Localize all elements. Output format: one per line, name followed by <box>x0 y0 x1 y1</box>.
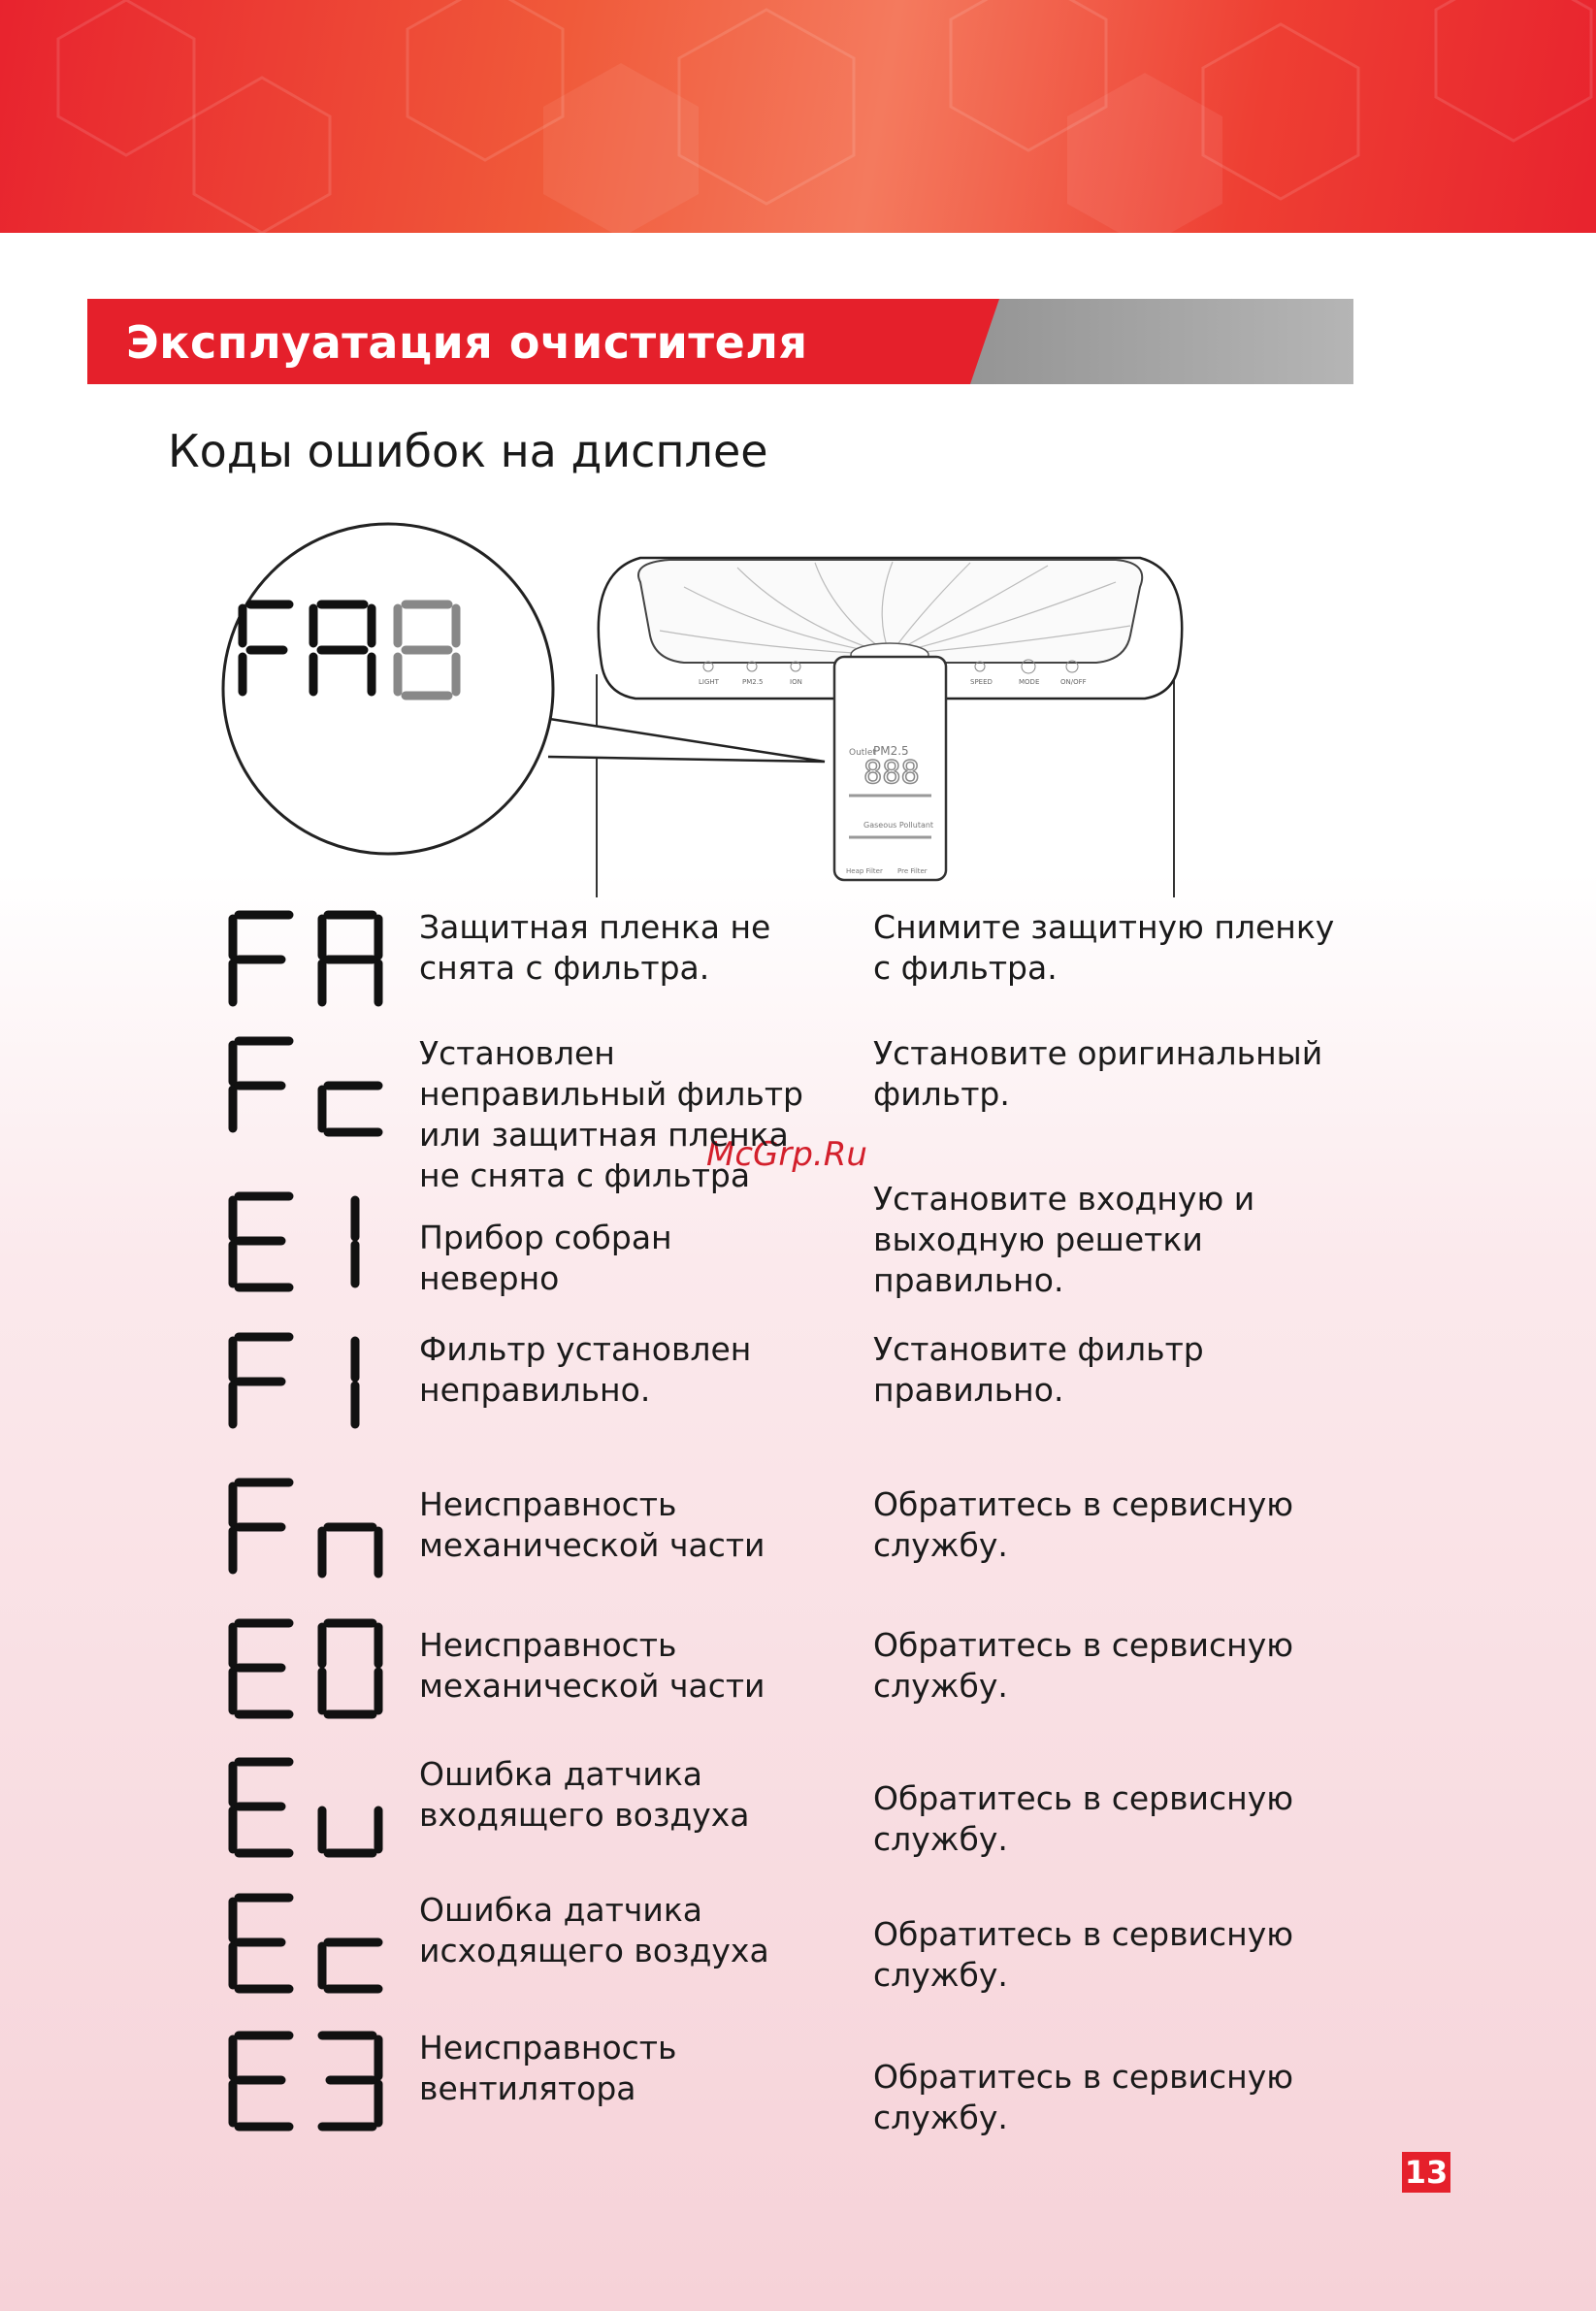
zoom-circle <box>223 524 553 854</box>
display-filter-left: Heap Filter <box>846 867 883 875</box>
segment-char <box>322 1942 378 1989</box>
error-action: Снимите защитную пленку с фильтра. <box>873 908 1335 987</box>
button-label-pm: PM2.5 <box>742 678 764 686</box>
error-code-text: F1 <box>223 1329 225 1330</box>
segment-char <box>233 1762 289 1853</box>
segment-char <box>322 2035 378 2127</box>
error-code-glyph <box>223 1754 398 1861</box>
error-cause: Неисправность вентилятора <box>419 2029 677 2107</box>
error-cause: Прибор собран неверно <box>419 1219 672 1297</box>
segment-char <box>322 915 378 1002</box>
error-code-glyph <box>223 907 398 1014</box>
error-cause: Защитная пленка не снята с фильтра. <box>419 908 771 987</box>
segment-char <box>233 1482 289 1570</box>
segment-char <box>233 1898 289 1989</box>
button-label-ion: ION <box>790 678 802 686</box>
error-cause: Ошибка датчика входящего воздуха <box>419 1755 750 1834</box>
error-code-text: Eu <box>223 1754 225 1755</box>
error-code-text: E3 <box>223 2028 225 2029</box>
error-cause: Ошибка датчика исходящего воздуха <box>419 1891 769 1969</box>
display-filter-right: Pre Filter <box>897 867 928 875</box>
segment-char <box>233 915 289 1002</box>
segment-char <box>233 1196 289 1287</box>
error-code-text: E0 <box>223 1615 225 1616</box>
error-cause: Фильтр установлен неправильно. <box>419 1330 752 1409</box>
watermark: McGrp.Ru <box>706 1135 867 1174</box>
hexagon-pattern <box>0 0 1596 233</box>
error-code-text: Fc <box>223 1033 225 1034</box>
error-action: Обратитесь в сервисную службу. <box>873 2058 1294 2136</box>
error-action: Обратитесь в сервисную службу. <box>873 1779 1294 1858</box>
display-digits: 888 <box>863 754 920 791</box>
display-gaseous-label: Gaseous Pollutant <box>863 821 934 830</box>
button-label-mode: MODE <box>1019 678 1040 686</box>
error-code-text: Ec <box>223 1890 225 1891</box>
error-code-glyph <box>223 2028 398 2134</box>
error-code-glyph <box>223 1890 398 1997</box>
button-label-light: LIGHT <box>699 678 719 686</box>
error-action: Обратитесь в сервисную службу. <box>873 1485 1294 1564</box>
error-cause: Установлен неправильный фильтр или защитная пленка не снята с фильтра <box>419 1034 803 1194</box>
error-action: Обратитесь в сервисную службу. <box>873 1626 1294 1705</box>
error-code-text: Fn <box>223 1475 225 1476</box>
button-label-speed: SPEED <box>970 678 993 686</box>
segment-char <box>322 1527 378 1574</box>
error-action: Установите фильтр правильно. <box>873 1330 1204 1409</box>
segment-char <box>233 1337 289 1424</box>
error-cause: Неисправность механической части <box>419 1485 765 1564</box>
error-code-glyph <box>223 1033 398 1140</box>
error-code-glyph <box>223 1188 398 1295</box>
segment-char <box>233 1623 289 1714</box>
section-title: Эксплуатация очистителя <box>126 316 808 369</box>
segment-char <box>233 1041 289 1128</box>
error-action: Установите оригинальный фильтр. <box>873 1034 1323 1113</box>
display-outlet-label: Outlet <box>849 748 876 758</box>
error-action: Установите входную и выходную решетки правильно. <box>873 1180 1255 1299</box>
page-number: 13 <box>1402 2152 1450 2193</box>
error-code-text: FA <box>223 907 225 908</box>
error-code-glyph <box>223 1615 398 1722</box>
segment-char <box>322 1810 378 1853</box>
error-code-glyph <box>223 1475 398 1581</box>
segment-char <box>322 1086 378 1132</box>
error-code-text: E1 <box>223 1188 225 1189</box>
device-illustration <box>194 519 1213 897</box>
error-cause: Неисправность механической части <box>419 1626 765 1705</box>
error-action: Обратитесь в сервисную службу. <box>873 1915 1294 1994</box>
error-code-glyph <box>223 1329 398 1436</box>
page-heading: Коды ошибок на дисплее <box>168 425 768 477</box>
segment-char <box>322 1623 378 1714</box>
section-title-bar <box>87 299 1353 384</box>
button-label-onoff: ON/OFF <box>1060 678 1087 686</box>
segment-char <box>233 2035 289 2127</box>
top-banner <box>0 0 1596 233</box>
display-pm-label: PM2.5 <box>873 744 909 758</box>
